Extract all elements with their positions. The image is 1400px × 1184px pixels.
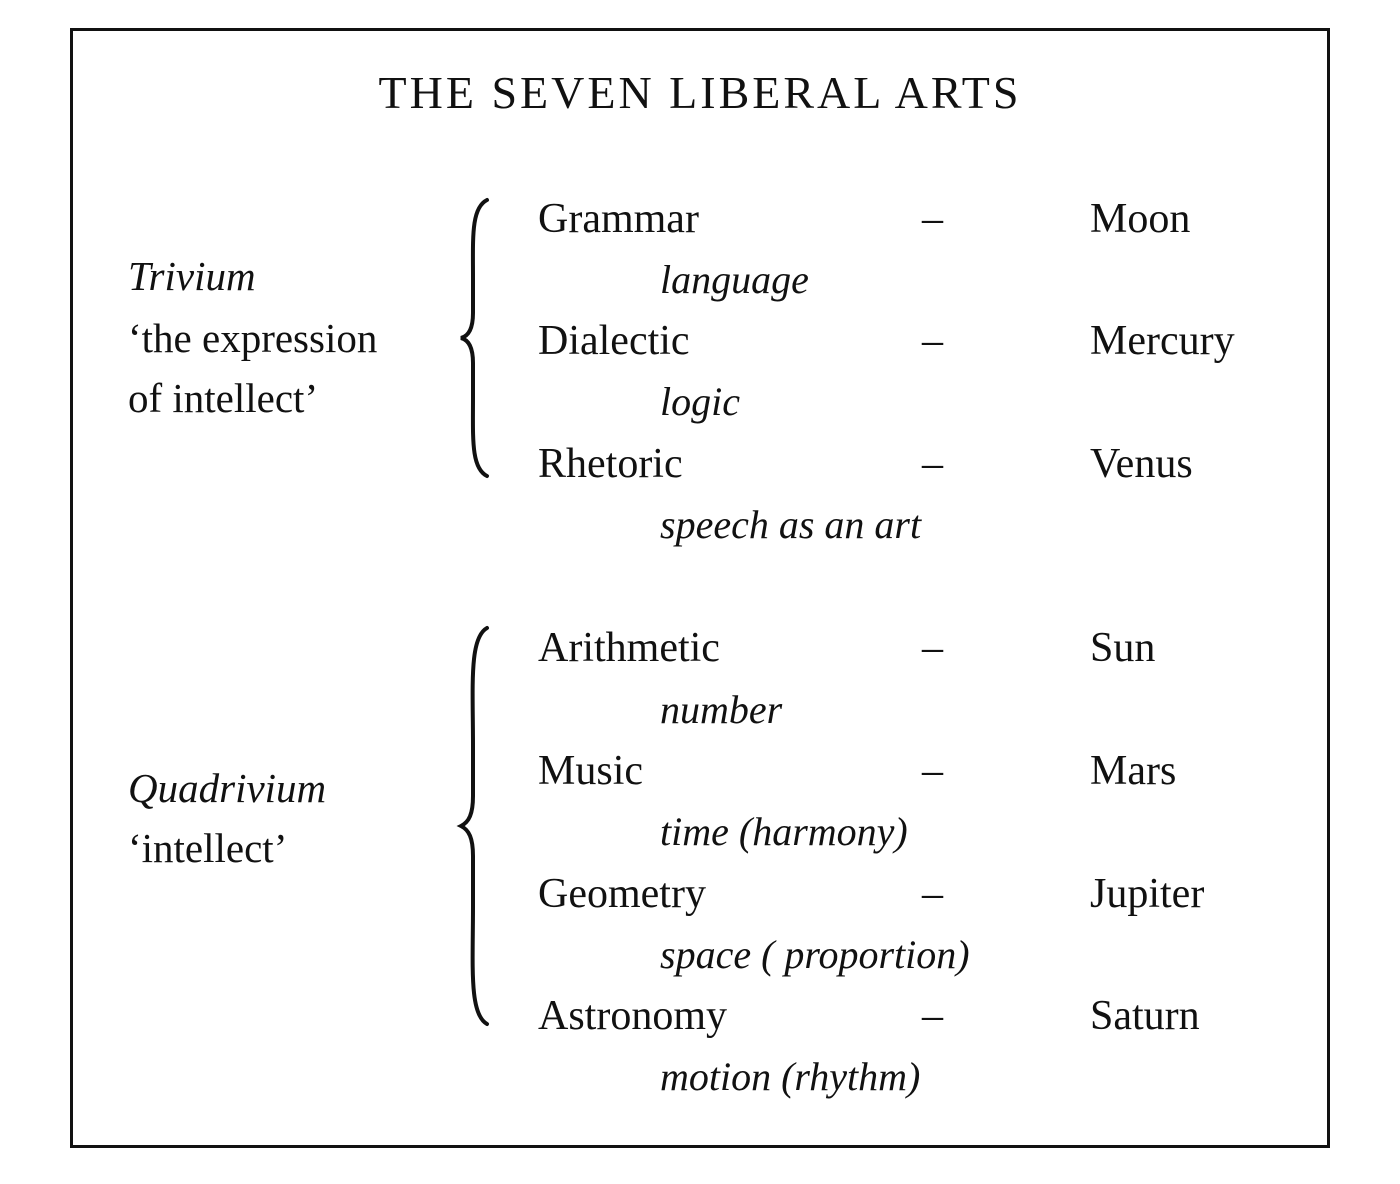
trivium-brace	[455, 198, 495, 478]
art-gloss: motion (rhythm)	[660, 1054, 921, 1099]
planet-name: Mercury	[1090, 318, 1235, 364]
planet-name: Mars	[1090, 748, 1177, 794]
planet-name: Sun	[1090, 625, 1156, 671]
quadrivium-brace	[455, 626, 495, 1026]
planet-name: Saturn	[1090, 993, 1200, 1039]
dash-separator: –	[922, 441, 943, 487]
art-name: Geometry	[538, 871, 706, 917]
quadrivium-name: Quadrivium	[128, 765, 327, 811]
dash-separator: –	[922, 196, 943, 242]
quadrivium-description-line1: ‘intellect’	[128, 825, 288, 871]
art-gloss: time (harmony)	[660, 809, 908, 854]
art-gloss: number	[660, 687, 783, 732]
art-gloss: speech as an art	[660, 502, 922, 547]
art-name: Grammar	[538, 196, 699, 242]
trivium-description-line2: of intellect’	[128, 375, 319, 421]
art-name: Music	[538, 748, 643, 794]
dash-separator: –	[922, 748, 943, 794]
dash-separator: –	[922, 993, 943, 1039]
dash-separator: –	[922, 625, 943, 671]
art-gloss: logic	[660, 379, 740, 424]
dash-separator: –	[922, 318, 943, 364]
trivium-name: Trivium	[128, 253, 256, 299]
art-name: Astronomy	[538, 993, 727, 1039]
diagram-title: THE SEVEN LIBERAL ARTS	[378, 67, 1022, 118]
art-name: Dialectic	[538, 318, 690, 364]
art-name: Rhetoric	[538, 441, 683, 487]
planet-name: Venus	[1090, 441, 1193, 487]
planet-name: Jupiter	[1090, 871, 1205, 917]
dash-separator: –	[922, 871, 943, 917]
trivium-description-line1: ‘the expression	[128, 315, 378, 361]
art-name: Arithmetic	[538, 625, 720, 671]
art-gloss: language	[660, 257, 809, 302]
art-gloss: space ( proportion)	[660, 932, 970, 977]
planet-name: Moon	[1090, 196, 1191, 242]
